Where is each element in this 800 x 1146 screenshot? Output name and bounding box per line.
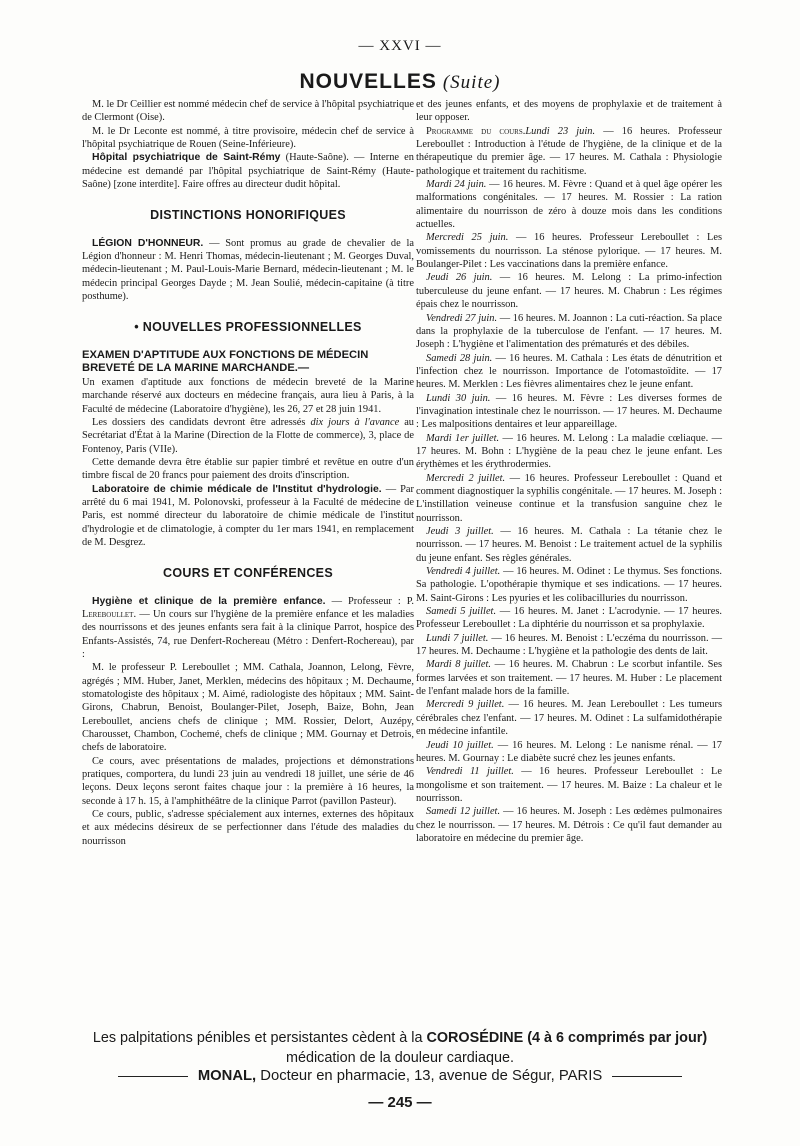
page-number: — 245 — bbox=[368, 1094, 432, 1111]
folio: — XXVI — bbox=[358, 38, 442, 54]
dossiers-text-a: Les dossiers des candidats devront être adressés bbox=[92, 416, 311, 428]
paragraph-legion bbox=[82, 237, 414, 304]
section-heading-distinctions: DISTINCTIONS HONORIFIQUES bbox=[150, 208, 346, 223]
session-entry bbox=[416, 739, 722, 766]
session-entry bbox=[416, 392, 722, 432]
session-text: — 16 heures. M. Jean Lereboullet : Les tumeurs cérébrales chez l'enfant. — 17 heures. M. Odinet : La sulfamidothérapie en médecine infantile. bbox=[416, 699, 722, 738]
session-day: Mercredi 9 juillet. bbox=[426, 699, 505, 711]
session-text: — 16 heures. M. Benoist : L'eczéma du nourrisson. — 17 heures. M. Dechaume : L'hygiène et la pathologie des dents de lait. bbox=[416, 632, 722, 658]
paragraph-hygiene bbox=[82, 595, 414, 662]
session-entry bbox=[416, 231, 722, 271]
dossiers-text-b: au Secrétariat d'État à la Marine (Direction de la Flotte de commerce), 3, place de Fontenoy, Paris (VIIe). bbox=[82, 416, 415, 455]
section-heading-cours: COURS ET CONFÉRENCES bbox=[163, 566, 333, 581]
laboratoire-text: — Par arrêté du 6 mai 1941, M. Polonovski, professeur à la Faculté de médecine de Paris, est nommé directeur du laboratoire de chimie médicale de l'institut d'hydrologie et de climatologie, à compter du 1er mars 1941, en remplacement de M. Desgrez. bbox=[82, 483, 414, 548]
session-day: Mercredi 25 juin. bbox=[426, 232, 509, 244]
session-day: Samedi 12 juillet. bbox=[426, 806, 501, 818]
page-title bbox=[0, 70, 800, 94]
laboratoire-heading: Laboratoire de chimie médicale de l'Institut d'hydrologie. bbox=[92, 483, 382, 495]
paragraph-demande: Cette demande devra être établie sur papier timbré et revêtue en outre d'un timbre fiscal de 20 francs pour paiement des droits d'inscription. bbox=[82, 456, 414, 482]
ad-rule-right bbox=[612, 1076, 682, 1077]
ad-address: Docteur en pharmacie, 13, avenue de Ségur, PARIS bbox=[256, 1068, 603, 1084]
paragraph-dossiers bbox=[82, 416, 414, 456]
session-text: — 16 heures. M. Janet : L'acrodynie. — 17 heures. Professeur Lereboullet : La diphtérie du nourrisson et sa prophylaxie. bbox=[416, 606, 722, 631]
session-day: Mercredi 2 juillet. bbox=[426, 472, 506, 484]
session-entry bbox=[416, 432, 722, 472]
program-heading-paragraph bbox=[416, 125, 722, 178]
session-entry bbox=[416, 765, 722, 805]
program-heading: Programme du cours. bbox=[426, 125, 526, 137]
title-suite: (Suite) bbox=[442, 72, 501, 93]
saint-remy-text: (Haute-Saône). — Interne en médecine est demandé par l'hôpital psychiatrique de Saint-Rémy (Haute-Saône) [zone interdite]. Faire offres au directeur dudit hôpital. bbox=[82, 152, 414, 191]
session-day: Lundi 7 juillet. bbox=[426, 632, 489, 644]
ad-brand: COROSÉDINE bbox=[426, 1030, 524, 1046]
session-text: — 16 heures. Professeur Lereboullet : Quand et comment diagnostiquer la syphilis congénitale. — 17 heures. M. Joseph : L'instillation veineuse continue et la transfusion sanguine chez le nourrisson. bbox=[416, 472, 722, 524]
session-entry bbox=[416, 178, 722, 231]
paragraph-ceillier: M. le Dr Ceillier est nommé médecin chef de service à l'hôpital psychiatrique de Clermont (Oise). bbox=[82, 99, 414, 124]
hygiene-text-a: — Professeur : P. bbox=[325, 595, 414, 607]
saint-remy-heading: Hôpital psychiatrique de Saint-Rémy bbox=[92, 152, 281, 164]
session-day: Mardi 24 juin. bbox=[426, 179, 487, 191]
session-text: — 16 heures. M. Joseph : Les œdèmes pulmonaires chez le nourrisson. — 17 heures. M. Détrois : Ce qu'il faut demander au laboratoire en médecine du premier âge. bbox=[416, 806, 722, 844]
session-day: Samedi 5 juillet. bbox=[426, 606, 497, 618]
session-text: — 16 heures. M. Fèvre : Les diverses formes de l'invagination intestinale chez le nourrisson. — 17 heures. M. Dechaume : Les malpositions dentaires et leur appareillage. bbox=[416, 392, 722, 431]
paragraph-leconte: M. le Dr Leconte est nommé, à titre provisoire, médecin chef de service à l'hôpital psychiatrique de Rouen (Seine-Inférieure). bbox=[82, 125, 414, 151]
session-text: — 16 heures. M. Chabrun : Le scorbut infantile. Ses formes larvées et son traitement. — 17 heures. M. Huber : Le placement de l'enfant malade hors de la famille. bbox=[416, 659, 723, 698]
session-0-day: Lundi 23 juin. bbox=[525, 125, 596, 137]
legion-heading: LÉGION D'HONNEUR. bbox=[92, 237, 204, 249]
dossiers-emphasis: dix jours à l'avance bbox=[310, 416, 400, 428]
session-entry bbox=[416, 312, 722, 352]
session-day: Jeudi 3 juillet. bbox=[426, 526, 494, 537]
session-day: Vendredi 11 juillet. bbox=[426, 766, 514, 778]
session-text: — 16 heures. M. Lelong : La primo-infection tuberculeuse du jeune enfant. — 17 heures. M. Chabrun : Les régimes épais chez le nourrisson. bbox=[416, 272, 722, 311]
session-day: Jeudi 26 juin. bbox=[426, 272, 493, 284]
session-text: — 16 heures. M. Cathala : Les états de dénutrition et l'infection chez le nourrisson. Importance de l'otomastoïdite. — 17 heures. M. Merklen : Les fièvres alimentaires chez le jeune enfant. bbox=[416, 352, 722, 391]
session-text: — 16 heures. M. Odinet : Le thymus. Ses fonctions. Sa pathologie. L'opothérapie thymique et ses indications. — 17 heures. M. Saint-Girons : Les pyuries et les colibacilluries du nourrisson. bbox=[416, 566, 722, 604]
title-text: NOUVELLES bbox=[299, 70, 437, 93]
left-column bbox=[82, 98, 414, 848]
session-text: — 16 heures. Professeur Lereboullet : Les vomissements du nourrisson. La sténose pylorique. — 17 heures. M. Boulanger-Pilet : Les vaccinations dans la première enfance. bbox=[416, 232, 722, 271]
ad-line-3 bbox=[60, 1068, 740, 1084]
paragraph-intro: et des jeunes enfants, et des moyens de prophylaxie et de traitement à leur opposer. bbox=[416, 99, 722, 124]
ad-maker: MONAL, bbox=[197, 1068, 257, 1084]
ad-text-a: Les palpitations pénibles et persistantes cèdent à la bbox=[92, 1030, 427, 1046]
session-day: Vendredi 4 juillet. bbox=[426, 566, 501, 578]
session-entry bbox=[416, 525, 722, 565]
ad-line-2: médication de la douleur cardiaque. bbox=[285, 1050, 514, 1066]
legion-text: — Sont promus au grade de chevalier de la Légion d'honneur : M. Henri Thomas, médecin-lieutenant ; M. Georges Duval, médecin-lieutenant ; M. Paul-Louis-Marie Bernard, médecin-lieutenant ; M. le médecin principal Georges Dayde ; M. Jean Soulié, médecin-capitaine (à titre posthume). bbox=[82, 237, 414, 303]
session-list bbox=[416, 178, 722, 845]
session-text: — 16 heures. M. Joannon : La cuti-réaction. Sa place dans la prophylaxie de la tuberculose de l'enfant. — 17 heures. M. Joseph : L'hygiène et l'alimentation des prématurés et des débiles. bbox=[416, 312, 722, 351]
session-day: Lundi 30 juin. bbox=[426, 392, 491, 404]
session-text: — 16 heures. M. Lelong : Le nanisme rénal. — 17 heures. M. Gournay : Le diabète sucré chez les jeunes enfants. bbox=[416, 739, 722, 764]
ad-dosage: (4 à 6 comprimés par jour) bbox=[523, 1030, 708, 1046]
hygiene-heading: Hygiène et clinique de la première enfance. bbox=[92, 595, 326, 607]
paragraph-examen: Un examen d'aptitude aux fonctions de médecin breveté de la Marine marchande réservé aux docteurs en médecine français, aura lieu à Paris, à la Faculté de médecine (Laboratoire d'hygiène), les 26, 27 et 28 juin 1941. bbox=[82, 376, 414, 415]
session-entry bbox=[416, 632, 722, 659]
session-text: — 16 heures. Professeur Lereboullet : Le mongolisme et son traitement. — 17 heures. M. Baize : La chaleur et le nourrisson. bbox=[416, 766, 722, 804]
session-text: — 16 heures. M. Fèvre : Quand et à quel âge opérer les malformations congénitales. — 17 heures. M. Rossier : La ration alimentaire du nourrisson de zéro à douze mois dans les conditions actuelles. bbox=[416, 179, 722, 231]
section-heading-professionnelles: • NOUVELLES PROFESSIONNELLES bbox=[134, 320, 362, 335]
examen-heading: EXAMEN D'APTITUDE AUX FONCTIONS DE MÉDECIN BREVETÉ DE LA MARINE MARCHANDE.— bbox=[82, 348, 369, 375]
session-text: — 16 heures. M. Lelong : La maladie cœliaque. — 17 heures. M. Bohn : L'hygiène de la peau chez le jeune enfant. Les érythèmes et les érythrodermies. bbox=[416, 432, 723, 471]
paragraph-saint-remy bbox=[82, 151, 414, 191]
session-entry bbox=[416, 658, 722, 698]
session-text: — 16 heures. M. Cathala : La tétanie chez le nourrisson. — 17 heures. M. Benoist : Le traitement actuel de la syphilis du jeune enfant. Ses règles générales. bbox=[416, 526, 722, 564]
paragraph-professeurs: M. le professeur P. Lereboullet ; MM. Cathala, Joannon, Lelong, Fèvre, agrégés ; MM. Huber, Janet, Merklen, médecins des hôpitaux ; M. Dechaume, stomatologiste des hôpitaux ; M. Aimé, radiologiste des hôpitaux ; MM. Saint-Girons, Chabrun, Benoist, Boulanger-Pilet, Joseph, Baize, Bohn, Jean Lereboullet, anciens chefs de clinique ; MM. Rossier, Delort, Auzépy, Charousset, Chambon, Cochemé, chefs de clinique ; MM. Gournay et Detrois, chefs de laboratoire. bbox=[82, 662, 414, 754]
session-entry bbox=[416, 352, 722, 392]
ad-rule-left bbox=[118, 1076, 188, 1077]
paragraph-presentations: Ce cours, avec présentations de malades, projections et démonstrations pratiques, comportera, du lundi 23 juin au vendredi 18 juillet, une série de 46 leçons. Deux leçons seront faites chaque jour : la première à 16 heures, la seconde à 17 h. 15, à l'amphithéâtre de la clinique Parrot (pavillon Pasteur). bbox=[82, 755, 414, 807]
hygiene-text-b: . — Un cours sur l'hygiène de la première enfance et les maladies des nourrissons et des jeunes enfants sera fait à la clinique Parrot, hospice des Enfants-Assistés, 74, rue Denfert-Rochereau (Métro : Denfert-Rochereau), par : bbox=[82, 608, 414, 660]
session-entry bbox=[416, 805, 722, 845]
session-day: Samedi 28 juin. bbox=[426, 352, 493, 364]
session-0-text: — 16 heures. Professeur Lereboullet : Introduction à l'étude de l'hygiène, de la clinique et de la thérapeutique du premier âge. — 17 heures. M. Cathala : Physiologie pathologique et traitement du rachitisme. bbox=[416, 125, 722, 177]
session-day: Jeudi 10 juillet. bbox=[426, 739, 494, 751]
right-column bbox=[416, 98, 722, 845]
session-entry bbox=[416, 698, 722, 738]
session-day: Vendredi 27 juin. bbox=[426, 312, 498, 324]
paragraph-laboratoire bbox=[82, 483, 414, 550]
ad-line-1 bbox=[60, 1030, 740, 1046]
session-entry bbox=[416, 565, 722, 605]
session-day: Mardi 8 juillet. bbox=[426, 659, 491, 671]
hygiene-professor: Lereboullet bbox=[82, 608, 134, 620]
paragraph-public: Ce cours, public, s'adresse spécialement aux internes, externes des hôpitaux et aux médecins désireux de se perfectionner dans l'étude des maladies du nourrisson bbox=[82, 809, 414, 847]
session-day: Mardi 1er juillet. bbox=[426, 432, 500, 444]
session-entry bbox=[416, 472, 722, 525]
session-entry bbox=[416, 271, 722, 311]
session-entry bbox=[416, 605, 722, 632]
